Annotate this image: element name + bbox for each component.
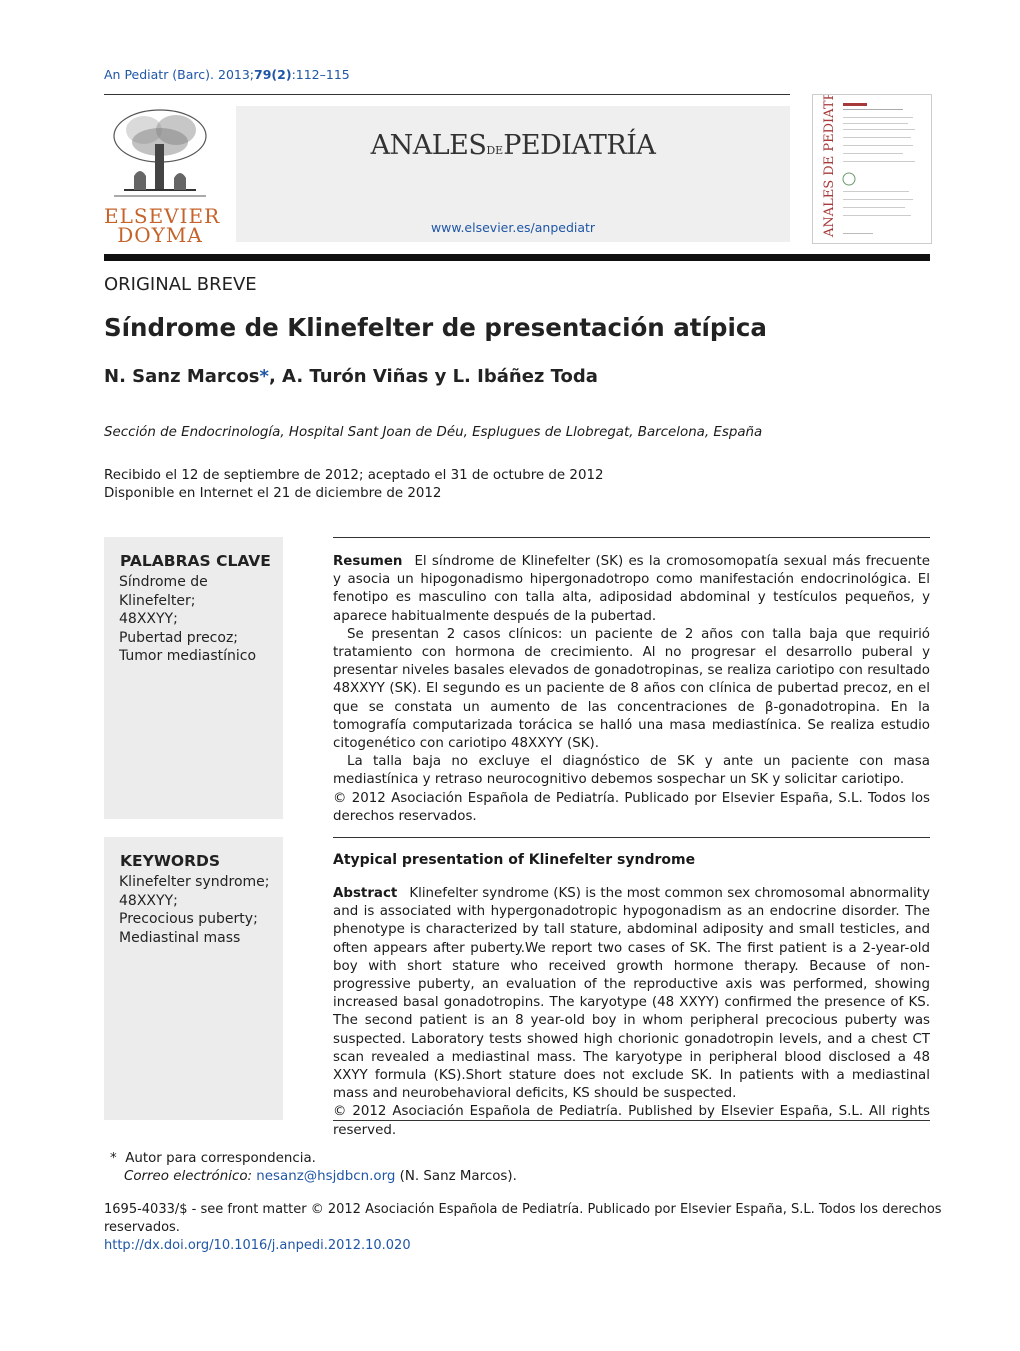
abstract-en (333, 885, 930, 1140)
email-owner: (N. Sanz Marcos). (399, 1169, 517, 1184)
doi-link[interactable]: http://dx.doi.org/10.1016/j.anpedi.2012.10.020 (104, 1238, 411, 1253)
abstract-es-copyright: © 2012 Asociación Española de Pediatría. Publicado por Elsevier España, S.L. Todos los derechos reservados. (333, 790, 930, 824)
article-dates (104, 467, 604, 503)
citation-pages: :112–115 (291, 67, 350, 82)
citation-year: 2013; (218, 67, 255, 82)
footnote-mark: * (110, 1151, 117, 1166)
author-list (104, 366, 598, 387)
journal-name-de: DE (486, 144, 504, 157)
email-link[interactable]: nesanz@hsjdbcn.org (256, 1169, 396, 1184)
keyword: Tumor mediastínico (119, 648, 257, 664)
issn-line: 1695-4033/$ - see front matter © 2012 Asociación Española de Pediatría. Publicado por Elsevier España, S.L. Todos los derechos reservados. (104, 1202, 942, 1235)
keywords-es-box (104, 537, 283, 819)
keywords-en-list (119, 873, 270, 947)
affiliation: Sección de Endocrinología, Hospital Sant Joan de Déu, Esplugues de Llobregat, Barcelona, España (104, 425, 763, 440)
journal-name-part1: ANALES (370, 130, 487, 161)
abstract-es-p2: Se presentan 2 casos clínicos: un paciente de 2 años con talla baja que requirió tratamiento con hormona de crecimiento. Al no progresar el desarrollo puberal y presentar niveles basales elevados de gonadotropinas, se realiza cariotipo con resultado 48XXYY (SK). El segundo es un paciente de 8 años con clínica de pubertad precoz, en el que se constata un aumento de las concentraciones de β-gonadotropina. En la tomografía computarizada torácica se halló una masa mediastínica. Se realiza estudio citogenético con cariotipo 48XXYY (SK). (333, 626, 930, 752)
keyword: 48XXYY; (119, 611, 178, 627)
publication-info (104, 1201, 1020, 1255)
tree-emblem-icon (104, 106, 216, 202)
journal-url-link[interactable]: www.elsevier.es/anpediatr (430, 220, 596, 235)
journal-masthead (236, 106, 790, 242)
citation-journal: An Pediatr (Barc). (104, 67, 215, 82)
keyword: Pubertad precoz; (119, 629, 239, 646)
publisher-name: ELSEVIER (104, 204, 221, 228)
abstract-es (333, 553, 930, 826)
abstract-es-p1: El síndrome de Klinefelter (SK) es la cromosomopatía sexual más frecuente y asocia un hipogonadismo hipergonadotropo como manifestación endocrinológica. El fenotipo es masculino con talla alta, adiposidad abdominal y testículos pequeños, y aparece habitualmente después de la pubertad. (333, 554, 930, 624)
citation-volume: 79(2) (254, 67, 292, 82)
keywords-es-list (119, 573, 256, 666)
publisher-subname: DOYMA (117, 223, 203, 247)
correspondence-mark[interactable]: * (259, 366, 269, 387)
cover-title: ANALES DE PEDIATRÍA (822, 95, 837, 237)
header-rule (104, 94, 790, 95)
article-section: ORIGINAL BREVE (104, 274, 257, 295)
abstract-en-label: Abstract (333, 886, 398, 901)
footnote-text: Autor para correspondencia. (125, 1151, 316, 1166)
keywords-en-box (104, 837, 283, 1120)
masthead-divider (104, 254, 930, 261)
journal-name-part2: PEDIATRÍA (503, 130, 656, 161)
keyword: Klinefelter; (119, 592, 196, 609)
keyword: Mediastinal mass (119, 929, 241, 946)
journal-name (236, 130, 790, 161)
correspondence-footnote (110, 1150, 517, 1186)
cover-image (813, 95, 931, 243)
journal-citation[interactable] (104, 67, 350, 82)
abstract-es-label: Resumen (333, 554, 403, 569)
keyword: Klinefelter syndrome; (119, 874, 270, 890)
keywords-en-heading: KEYWORDS (120, 852, 221, 870)
available-date: Disponible en Internet el 21 de diciembre de 2012 (104, 486, 442, 501)
email-label: Correo electrónico: (124, 1169, 253, 1184)
keyword: 48XXYY; (119, 892, 178, 909)
abstract-en-copyright: © 2012 Asociación Española de Pediatría. Published by Elsevier España, S.L. All rights reserved. (333, 1104, 930, 1138)
abstract-en-bottom-rule (333, 1120, 930, 1121)
english-title: Atypical presentation of Klinefelter syndrome (333, 852, 696, 868)
corresponding-author[interactable]: N. Sanz Marcos (104, 366, 260, 387)
abstract-en-top-rule (333, 837, 930, 838)
abstract-es-top-rule (333, 537, 930, 538)
keyword: Precocious puberty; (119, 911, 258, 927)
received-date: Recibido el 12 de septiembre de 2012; aceptado el 31 de octubre de 2012 (104, 468, 604, 483)
other-authors: , A. Turón Viñas y L. Ibáñez Toda (268, 366, 598, 387)
abstract-en-p1: Klinefelter syndrome (KS) is the most common sex chromosomal abnormality and is associated with hypergonadotropic hypogonadism as an endocrine disorder. The phenotype is characterized by tall stature, abdominal adiposity and small testicles, and often appears after puberty.We report two cases of SK. The first patient is a 2-year-old boy with short stature who received growth hormone therapy. Because of non-progressive puberty, an evaluation of the reproductive axis was performed, showing increased basal gonadotropins. The karyotype (48 XXYY) confirmed the presence of KS. The second patient is an 8 year-old boy in whom peripheral precocious puberty was suspected. Laboratory tests showed high chorionic gonadotropin levels, and a chest CT scan revealed a mediastinal mass. The karyotype in peripheral blood disclosed a 48 XXYY formula (KS).Short stature does not exclude SK. In patients with a mediastinal mass and neurobehavioral deficits, KS should be suspected. (333, 886, 930, 1102)
elsevier-logo (104, 106, 221, 247)
article-title: Síndrome de Klinefelter de presentación atípica (104, 313, 767, 342)
abstract-es-p3: La talla baja no excluye el diagnóstico de SK y ante un paciente con masa mediastínica y retraso neurocognitivo debemos sospechar un SK y solicitar cariotipo. (333, 754, 930, 788)
keyword: Síndrome de (119, 574, 208, 590)
journal-cover-thumbnail (812, 94, 932, 244)
keywords-es-heading: PALABRAS CLAVE (120, 552, 271, 570)
